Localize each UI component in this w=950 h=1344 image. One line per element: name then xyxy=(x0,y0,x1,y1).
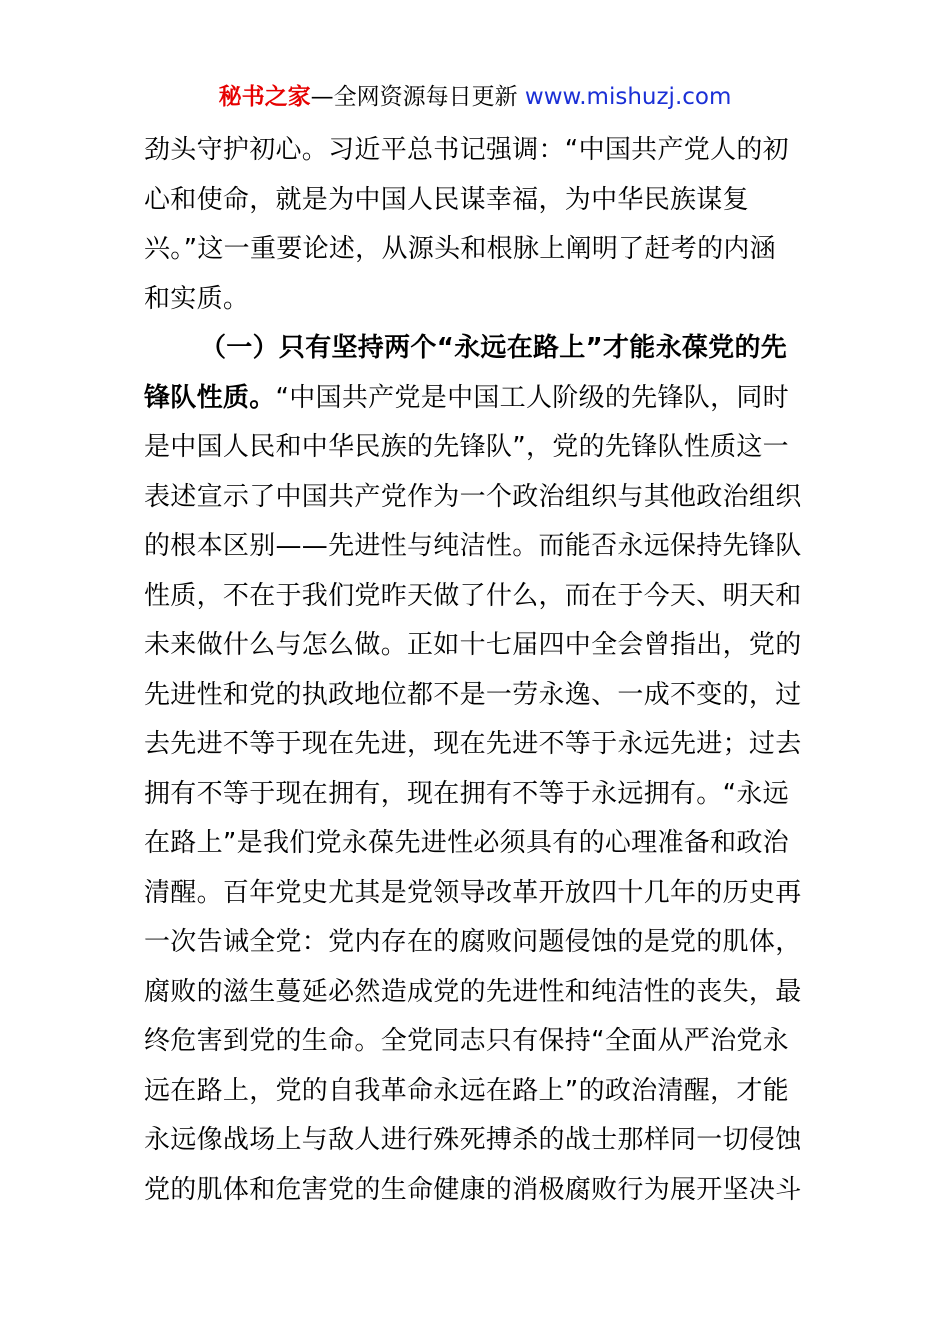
text-line: 和实质。 xyxy=(144,283,250,314)
text-line: 表述宣示了中国共产党作为一个政治组织与其他政治组织 xyxy=(144,481,802,512)
text-line: 心和使命，就是为中国人民谋幸福，为中华民族谋复 xyxy=(144,184,749,215)
text-line: 先进性和党的执政地位都不是一劳永逸、一成不变的，过 xyxy=(144,679,802,710)
site-url[interactable]: www.mishuzj.com xyxy=(524,84,732,110)
text-line: 性质，不在于我们党昨天做了什么，而在于今天、明天和 xyxy=(144,580,802,611)
text-line: 永远像战场上与敌人进行殊死搏杀的战士那样同一切侵蚀 xyxy=(144,1125,802,1155)
text-line: 兴。”这一重要论述，从源头和根脉上阐明了赶考的内涵 xyxy=(144,234,776,264)
site-brand: 秘书之家 xyxy=(218,84,311,110)
text-run: “中国共产党是中国工人阶级的先锋队，同时 xyxy=(275,382,789,413)
text-line: 腐败的滋生蔓延必然造成党的先进性和纯洁性的丧失，最 xyxy=(144,976,802,1007)
document-body xyxy=(144,126,802,1215)
text-line: 在路上”是我们党永葆先进性必须具有的心理准备和政治 xyxy=(144,828,789,858)
text-line: 终危害到党的生命。全党同志只有保持“全面从严治党永 xyxy=(144,1026,789,1056)
site-tagline: —全网资源每日更新 xyxy=(310,84,525,110)
paragraph xyxy=(144,126,794,324)
text-line: 远在路上，党的自我革命永远在路上”的政治清醒，才能 xyxy=(144,1075,789,1106)
text-line: 党的肌体和危害党的生命健康的消极腐败行为展开坚决斗 xyxy=(144,1174,802,1205)
text-line: 的根本区别——先进性与纯洁性。而能否永远保持先锋队 xyxy=(144,531,802,561)
section-heading: （一）只有坚持两个“永远在路上”才能永葆党的先 xyxy=(200,333,788,363)
text-line: 未来做什么与怎么做。正如十七届四中全会曾指出，党的 xyxy=(144,630,802,660)
text-line: 去先进不等于现在先进，现在先进不等于永远先进；过去 xyxy=(144,729,802,759)
text-line: 清醒。百年党史尤其是党领导改革开放四十几年的历史再 xyxy=(144,877,802,908)
text-line: 拥有不等于现在拥有，现在拥有不等于永远拥有。“永远 xyxy=(144,778,789,809)
text-line: 是中国人民和中华民族的先锋队”，党的先锋队性质这一 xyxy=(144,432,789,462)
paragraph xyxy=(144,324,802,1215)
text-line: 劲头守护初心。习近平总书记强调：“中国共产党人的初 xyxy=(144,135,789,165)
text-line: 一次告诫全党：党内存在的腐败问题侵蚀的是党的肌体， xyxy=(144,927,802,957)
text-line xyxy=(144,374,794,424)
page-header xyxy=(0,80,950,114)
section-heading-end: 锋队性质。 xyxy=(144,382,276,413)
